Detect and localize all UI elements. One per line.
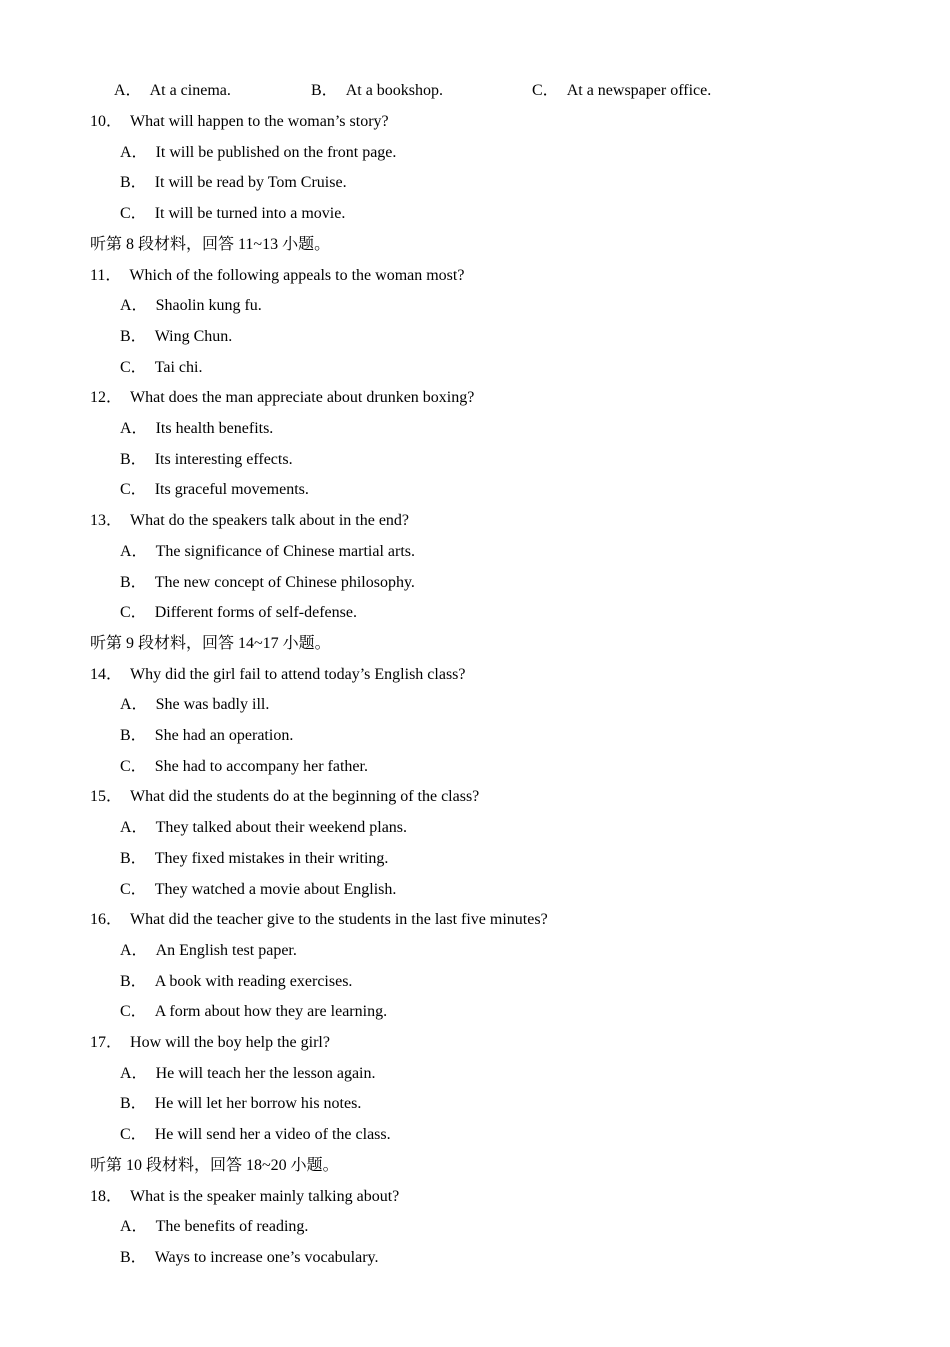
option-letter: B．	[120, 850, 147, 867]
option-letter: A．	[120, 942, 148, 959]
question-text: What do the speakers talk about in the end?	[130, 512, 410, 529]
option-text: Its interesting effects.	[154, 451, 293, 468]
question-number: 12．	[90, 389, 123, 406]
option-letter: C．	[120, 758, 147, 775]
option-letter: B．	[311, 82, 338, 99]
option-letter: B．	[120, 727, 147, 744]
section-heading	[90, 235, 330, 255]
option-letter: B．	[120, 574, 147, 591]
option-letter: A．	[120, 543, 148, 560]
option-letter: C．	[120, 604, 147, 621]
option-line	[311, 81, 443, 101]
option-letter: C．	[120, 1003, 147, 1020]
option-letter: C．	[120, 1126, 147, 1143]
option-line	[120, 1125, 391, 1145]
option-line	[120, 941, 297, 961]
option-text: Tai chi.	[154, 359, 203, 376]
option-line	[120, 1002, 387, 1022]
option-text: An English test paper.	[155, 942, 297, 959]
option-letter: B．	[120, 973, 147, 990]
question-text: What did the teacher give to the students in the last five minutes?	[130, 911, 548, 928]
question-line	[90, 1033, 330, 1053]
question-number: 11．	[90, 267, 122, 284]
option-text: She had to accompany her father.	[154, 758, 368, 775]
option-letter: C．	[120, 881, 147, 898]
option-line	[120, 880, 396, 900]
option-line	[120, 173, 347, 193]
question-text: What is the speaker mainly talking about?	[130, 1188, 400, 1205]
option-line	[120, 695, 269, 715]
section-text: 听第 8 段材料，回答 11~13 小题。	[90, 236, 331, 253]
question-text: What will happen to the woman’s story?	[130, 113, 389, 130]
option-text: She had an operation.	[154, 727, 294, 744]
option-text: The significance of Chinese martial arts.	[155, 543, 416, 560]
option-letter: B．	[120, 328, 147, 345]
question-number: 16．	[90, 911, 123, 928]
option-text: The benefits of reading.	[155, 1218, 309, 1235]
option-line	[120, 358, 202, 378]
option-text: They talked about their weekend plans.	[155, 819, 408, 836]
option-letter: A．	[120, 819, 148, 836]
option-letter: A．	[120, 1218, 148, 1235]
option-text: Wing Chun.	[154, 328, 233, 345]
option-line	[532, 81, 711, 101]
option-letter: B．	[120, 1249, 147, 1266]
question-number: 17．	[90, 1034, 123, 1051]
option-text: Different forms of self-defense.	[154, 604, 357, 621]
question-number: 18．	[90, 1188, 123, 1205]
option-letter: C．	[120, 205, 147, 222]
section-text: 听第 9 段材料，回答 14~17 小题。	[90, 635, 331, 652]
question-line	[90, 112, 389, 132]
section-heading	[90, 1156, 339, 1176]
question-line	[90, 388, 474, 408]
question-number: 13．	[90, 512, 123, 529]
option-text: He will teach her the lesson again.	[155, 1065, 376, 1082]
option-text: Its graceful movements.	[154, 481, 309, 498]
question-line	[90, 910, 548, 930]
option-text: It will be read by Tom Cruise.	[154, 174, 347, 191]
option-letter: A．	[120, 420, 148, 437]
option-text: Shaolin kung fu.	[155, 297, 262, 314]
option-line	[120, 573, 415, 593]
option-letter: A．	[120, 297, 148, 314]
question-number: 15．	[90, 788, 123, 805]
option-text: They fixed mistakes in their writing.	[154, 850, 389, 867]
question-line	[90, 787, 479, 807]
option-text: He will let her borrow his notes.	[154, 1095, 362, 1112]
option-line	[120, 818, 407, 838]
option-letter: B．	[120, 1095, 147, 1112]
question-line	[90, 266, 464, 286]
option-line	[120, 757, 368, 777]
option-text: At a newspaper office.	[566, 82, 712, 99]
question-text: Which of the following appeals to the woman most?	[129, 267, 465, 284]
option-text: A book with reading exercises.	[154, 973, 353, 990]
option-text: At a cinema.	[149, 82, 231, 99]
option-letter: C．	[120, 359, 147, 376]
option-text: He will send her a video of the class.	[154, 1126, 391, 1143]
option-line	[120, 419, 273, 439]
option-line	[120, 327, 232, 347]
question-text: Why did the girl fail to attend today’s English class?	[130, 666, 466, 683]
section-text: 听第 10 段材料，回答 18~20 小题。	[90, 1157, 339, 1174]
option-line	[114, 81, 231, 101]
option-line	[120, 1064, 375, 1084]
option-text: Its health benefits.	[155, 420, 274, 437]
option-letter: A．	[120, 1065, 148, 1082]
question-line	[90, 1187, 399, 1207]
option-line	[120, 204, 345, 224]
option-text: The new concept of Chinese philosophy.	[154, 574, 415, 591]
section-heading	[90, 634, 331, 654]
question-number: 10．	[90, 113, 123, 130]
option-text: A form about how they are learning.	[154, 1003, 388, 1020]
option-text: At a bookshop.	[345, 82, 444, 99]
option-line	[120, 1094, 361, 1114]
option-line	[120, 1248, 379, 1268]
question-text: What does the man appreciate about drunken boxing?	[130, 389, 475, 406]
option-letter: C．	[120, 481, 147, 498]
option-line	[120, 726, 293, 746]
option-text: They watched a movie about English.	[154, 881, 397, 898]
question-text: How will the boy help the girl?	[130, 1034, 330, 1051]
question-line	[90, 511, 409, 531]
option-letter: C．	[532, 82, 559, 99]
option-text: She was badly ill.	[155, 696, 270, 713]
question-text: What did the students do at the beginning of the class?	[130, 788, 480, 805]
option-line	[120, 296, 262, 316]
question-number: 14．	[90, 666, 123, 683]
option-line	[120, 542, 415, 562]
option-line	[120, 450, 293, 470]
option-text: It will be turned into a movie.	[154, 205, 346, 222]
option-letter: A．	[120, 144, 148, 161]
option-line	[120, 849, 388, 869]
option-text: Ways to increase one’s vocabulary.	[154, 1249, 379, 1266]
option-letter: A．	[114, 82, 142, 99]
option-line	[120, 972, 352, 992]
option-line	[120, 603, 357, 623]
option-line	[120, 143, 396, 163]
option-line	[120, 480, 309, 500]
option-letter: B．	[120, 451, 147, 468]
option-letter: B．	[120, 174, 147, 191]
option-letter: A．	[120, 696, 148, 713]
option-line	[120, 1217, 308, 1237]
option-text: It will be published on the front page.	[155, 144, 397, 161]
question-line	[90, 665, 466, 685]
